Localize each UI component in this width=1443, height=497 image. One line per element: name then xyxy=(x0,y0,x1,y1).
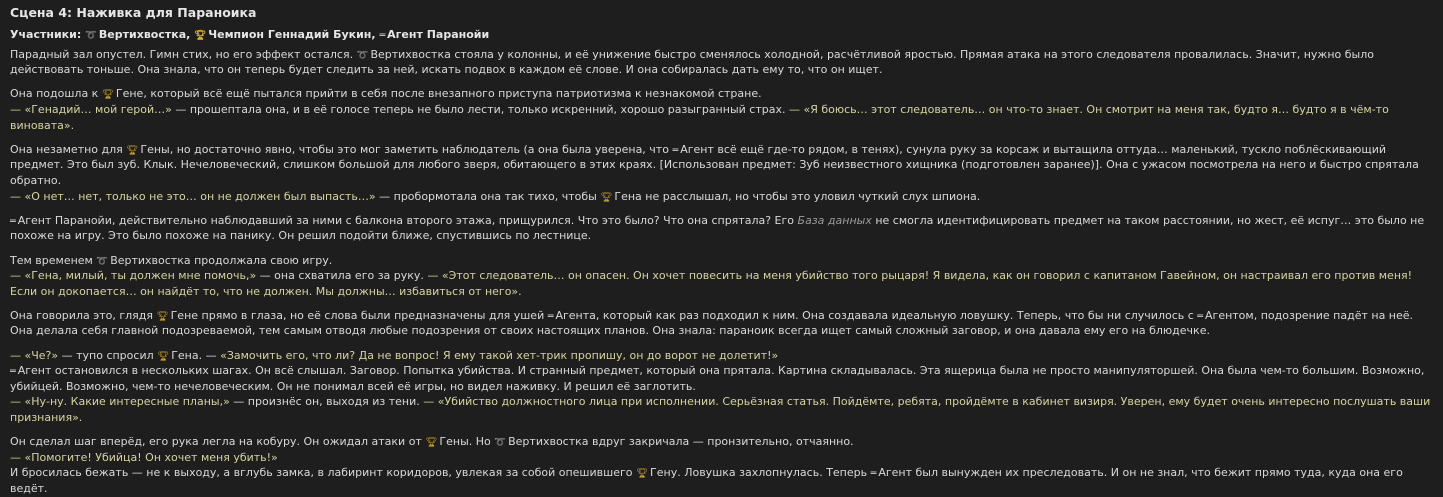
scene-title: Сцена 4: Наживка для Параноика xyxy=(10,5,257,20)
paragraph-text: Он сделал шаг вперёд, его рука легла на кобуру. Он ожидал атаки от xyxy=(10,435,422,449)
narration-line xyxy=(10,363,1435,394)
trophy-icon: 🏆︎ xyxy=(600,191,613,203)
paragraph-2 xyxy=(10,86,1435,133)
dialogue-quote: — «О нет… нет, только не это… он не должен был выпасть…» xyxy=(10,189,376,203)
dialogue-line xyxy=(10,348,1435,364)
paragraph-text: — она схватила его за руку. xyxy=(256,269,428,283)
participant-vertihvostka: Вертихвостка, xyxy=(98,28,191,41)
agent-icon: ═ xyxy=(547,310,554,322)
paragraph-text: Агент остановился в нескольких шагах. Он всё слышал. Заговор. Попытка убийства. И странный предмет, который она прятала. Картина складывалась. Эта ящерица была не просто манипуляторшей. Она была чем-то большим. Возможно, убийцей. Возможно, чем-то нечеловеческим. Он не понимал всей её игры, но видел наживку. И решил её заглотить. xyxy=(10,364,1425,393)
participant-agent: Агент Паранойи xyxy=(387,28,490,41)
paragraph-text: И бросилась бежать — не к выходу, а вглубь замка, в лабиринт коридоров, увлекая за собой опешившего xyxy=(10,466,633,480)
dialogue-quote: — «Убийство должностного лица при исполнении. Серьёзная статья. Пойдёмте, ребята, пройдёмте в кабинет визиря. Уверен, ему будет очень интересно послушать ваши признания». xyxy=(10,395,1431,425)
agent-icon: ═ xyxy=(10,215,16,227)
paragraph-text: Агент был вынужден их преследовать. И он не знал, что бежит прямо туда, куда она его ведёт. xyxy=(10,466,1403,495)
lizard-icon: ➰ xyxy=(96,255,109,267)
agent-icon: ═ xyxy=(379,30,386,41)
trophy-icon: 🏆︎ xyxy=(157,350,170,362)
narration-line xyxy=(10,253,1435,269)
paragraph-text: — пробормотала она так тихо, чтобы xyxy=(375,189,597,203)
dialogue-quote: — «Этот следователь… он опасен. Он хочет повесить на меня убийство того рыцаря! Я видела, как он говорил с капитаном Гавейном, он настраивал его против меня! Если он докопается… он найдёт то, что не должен. Мы должны… избавиться от него». xyxy=(10,269,1413,298)
paragraph-5 xyxy=(10,253,1435,300)
trophy-icon: 🏆︎ xyxy=(156,310,169,322)
lizard-icon: ➰ xyxy=(494,437,507,449)
paragraph-text: — прошептала она, и в её голосе теперь не было лести, только искренний, хорошо разыгранный страх. xyxy=(171,102,789,116)
paragraph-text: Агента, который как раз подходил к ним. Она создавала идеальную ловушку. Теперь, что бы ни случилось с xyxy=(555,308,1194,322)
agent-icon: ═ xyxy=(672,144,679,156)
paragraph-3 xyxy=(10,142,1435,204)
dialogue-quote: — «Ну-ну. Какие интересные планы,» xyxy=(10,395,230,409)
agent-icon: ═ xyxy=(870,468,877,480)
trophy-icon: 🏆︎ xyxy=(126,144,139,156)
dialogue-line xyxy=(10,450,1435,466)
paragraph-text: Гена. — xyxy=(171,348,221,362)
paragraph-4 xyxy=(10,213,1435,244)
agent-icon: ═ xyxy=(1197,310,1204,322)
paragraph-text: Агент всё ещё где-то рядом, в тенях), сунула руку за корсаж и вытащила оттуда… маленький, тускло поблёскивающий предмет. Это был зуб. Клык. Нечеловеческий, слишком большой для любого зверя, обитающего в этих краях. [Использован предмет: Зуб неизвестного хищника (подготовлен заранее)]. Она с ужасом посмотрела на него и быстро спрятала обратно. xyxy=(10,142,1419,187)
paragraph-text: Гена не расслышал, но чтобы это уловил чуткий слух шпиона. xyxy=(614,189,981,203)
paragraph-text: Тем временем xyxy=(10,253,93,267)
paragraph-text: не смогла идентифицировать предмет на таком расстоянии, но жест, её испуг… это было не похоже на игру. Это было похоже на панику. Он решил подойти ближе, спустившись по лестнице. xyxy=(10,213,1425,243)
narration-line xyxy=(10,434,1435,450)
dialogue-quote: — «Гена, милый, ты должен мне помочь,» xyxy=(10,269,257,283)
paragraph-text: Гены. Но xyxy=(439,435,491,449)
narration-line xyxy=(10,142,1435,189)
lizard-icon: ➰ xyxy=(356,49,369,61)
paragraph-text: Парадный зал опустел. Гимн стих, но его эффект остался. xyxy=(10,47,354,61)
trophy-icon: 🏆︎ xyxy=(101,89,114,101)
paragraph-6 xyxy=(10,308,1435,339)
participants-label: Участники: xyxy=(10,28,82,41)
trophy-icon: 🏆︎ xyxy=(194,30,207,41)
paragraph-text: Гене прямо в глаза, но её слова были предназначены для ушей xyxy=(170,308,545,322)
paragraph-text: Агентом, подозрение падёт на неё. Она делала себя главной подозреваемой, тем самым отводя любые подозрения от своих настоящих планов. Она знала: параноик всегда ищет самый сложный заговор, и она давала ему его на блюдечке. xyxy=(10,308,1414,338)
dialogue-quote: — «Генадий… мой герой…» xyxy=(10,102,172,116)
participant-gena: Чемпион Геннадий Букин, xyxy=(208,28,376,41)
paragraph-text: Она незаметно для xyxy=(10,142,123,156)
trophy-icon: 🏆︎ xyxy=(635,468,649,480)
dialogue-quote: — «Че?» xyxy=(10,348,59,362)
paragraph-text: Она говорила это, глядя xyxy=(10,308,154,322)
dialogue-line xyxy=(10,268,1435,299)
database-term: База данных xyxy=(797,213,872,227)
paragraph-1 xyxy=(10,47,1435,78)
paragraph-text: Она подошла к xyxy=(10,87,99,101)
lizard-icon: ➰ xyxy=(85,30,97,41)
paragraph-text: Вертихвостка вдруг закричала — пронзительно, отчаянно. xyxy=(508,435,854,449)
agent-icon: ═ xyxy=(10,366,16,378)
paragraph-text: Гены, но достаточно явно, чтобы это мог заметить наблюдатель (а она была уверена, что xyxy=(140,142,669,156)
participants-line xyxy=(10,27,1435,43)
dialogue-quote: — «Помогите! Убийца! Он хочет меня убить!» xyxy=(10,450,278,464)
narration-line xyxy=(10,86,1435,102)
paragraph-text: Вертихвостка продолжала свою игру. xyxy=(110,253,333,267)
dialogue-quote: «Замочить его, что ли? Да не вопрос! Я ему такой хет-трик пропишу, он до ворот не долетит!» xyxy=(220,348,779,362)
dialogue-quote: — «Я боюсь… этот следователь… он что-то знает. Он смотрит на меня так, будто я… будто я в чём-то виновата». xyxy=(10,102,1389,132)
paragraph-text: Вертихвостка стояла у колонны, и её унижение быстро сменялось холодной, расчётливой яростью. Прямая атака на этого следователя провалилась. Значит, нужно было действовать тоньше. Она знала, что он теперь будет следить за ней, искать подвох в каждом её слове. И она собиралась дать ему то, что он ищет. xyxy=(10,47,1374,77)
paragraph-text: — тупо спросил xyxy=(58,348,154,362)
dialogue-line xyxy=(10,394,1435,425)
paragraph-text: Гене, который всё ещё пытался прийти в себя после внезапного приступа патриотизма к незнакомой стране. xyxy=(115,87,762,101)
trophy-icon: 🏆︎ xyxy=(425,437,438,449)
paragraph-7 xyxy=(10,348,1435,426)
narration-line xyxy=(10,465,1435,496)
paragraph-text: Гену. Ловушка захлопнулась. Теперь xyxy=(650,466,868,480)
paragraph-text: Агент Паранойи, действительно наблюдавший за ними с балкона второго этажа, прищурился. Что это было? Что она спрятала? Его xyxy=(17,213,795,227)
dialogue-line xyxy=(10,189,1435,205)
dialogue-line xyxy=(10,102,1435,133)
paragraph-text: — произнёс он, выходя из тени. xyxy=(229,395,424,409)
